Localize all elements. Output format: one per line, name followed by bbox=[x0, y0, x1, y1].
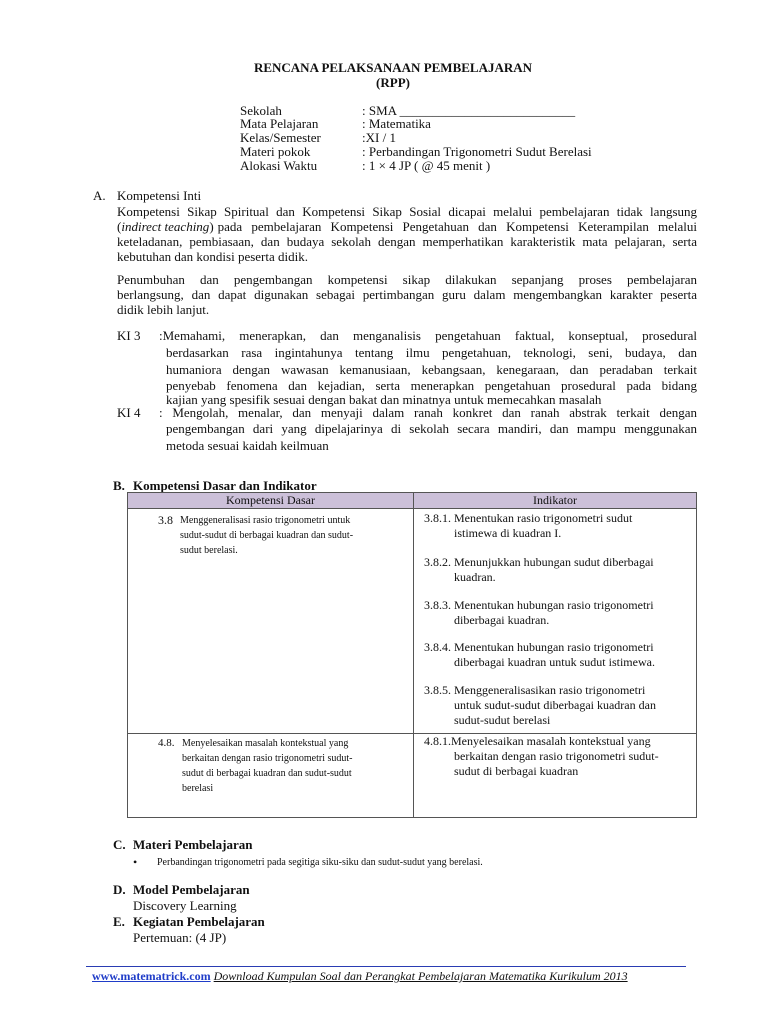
kd-cell bbox=[128, 509, 414, 734]
kd-text-line: berkaitan dengan rasio trigonometri sudut- bbox=[182, 753, 353, 764]
kd-text-line: Menggeneralisasi rasio trigonometri untuk bbox=[180, 515, 351, 526]
info-label-materi: Materi pokok bbox=[240, 144, 311, 159]
info-value-mapel: : Matematika bbox=[362, 116, 431, 131]
kd-text-line: sudut-sudut di berbagai kuadran dan sudut- bbox=[180, 530, 354, 541]
section-a-letter: A. bbox=[93, 188, 106, 203]
section-b-heading: Kompetensi Dasar dan Indikator bbox=[133, 478, 317, 493]
info-label-alokasi: Alokasi Waktu bbox=[240, 158, 318, 173]
section-a-para2-line1: Penumbuhan dan pengembangan kompetensi sikap dilakukan sepanjang proses pembelajaran bbox=[117, 272, 697, 287]
footer-link[interactable]: www.matematrick.com bbox=[92, 969, 211, 983]
ki4-line1: : Mengolah, menalar, dan menyaji dalam ranah konkret dan ranah abstrak terkait dengan bbox=[159, 405, 697, 420]
info-label-sekolah: Sekolah bbox=[240, 103, 282, 118]
indikator-cell bbox=[414, 509, 697, 734]
section-b-letter: B. bbox=[113, 478, 125, 493]
section-a-heading: Kompetensi Inti bbox=[117, 188, 202, 203]
info-value-alokasi: : 1 × 4 JP ( @ 45 menit ) bbox=[362, 158, 491, 173]
indikator-item bbox=[424, 734, 659, 779]
info-label-kelas: Kelas/Semester bbox=[240, 130, 321, 145]
footer-divider bbox=[86, 966, 686, 967]
ki3-line3: humaniora dengan wawasan kemanusiaan, kebangsaan, kenegaraan, dan peradaban terkait bbox=[166, 362, 697, 377]
section-a-para1-line2 bbox=[117, 219, 697, 234]
kd-text-line: sudut berelasi. bbox=[180, 545, 238, 556]
ki4-line2: pengembangan dari yang dipelajarinya di sekolah secara mandiri, dan mampu menggunakan bbox=[166, 421, 697, 436]
section-a-para2-line3: didik lebih lanjut. bbox=[117, 302, 210, 317]
section-a-para1-line2-text: pada pembelajaran Kompetensi Pengetahuan dan Kompetensi Keterampilan melalui bbox=[217, 219, 697, 234]
ki4-line3: metoda sesuai kaidah keilmuan bbox=[166, 438, 329, 453]
indikator-line: 3.8.2. Menunjukkan hubungan sudut diberbagai bbox=[424, 555, 654, 569]
kd-number: 3.8 bbox=[158, 513, 173, 527]
section-a-para1-line4: kebutuhan dan kondisi peserta didik. bbox=[117, 249, 308, 264]
table-row bbox=[128, 734, 697, 818]
bullet-icon: • bbox=[133, 855, 138, 869]
section-a-para1-line3: keteladanan, pembiasaan, dan budaya sekolah dengan memperhatikan karakteristik mata pelajaran, serta bbox=[117, 234, 697, 249]
kegiatan-text: Pertemuan: (4 JP) bbox=[133, 930, 227, 945]
ki3-label: KI 3 bbox=[117, 328, 141, 343]
indikator-line: diberbagai kuadran. bbox=[454, 613, 550, 627]
indikator-item bbox=[424, 555, 654, 585]
model-text: Discovery Learning bbox=[133, 898, 237, 913]
kd-cell bbox=[128, 734, 414, 818]
indikator-line: 3.8.1. Menentukan rasio trigonometri sudut bbox=[424, 511, 633, 525]
indikator-line: untuk sudut-sudut diberbagai kuadran dan bbox=[454, 698, 656, 712]
kd-indikator-table bbox=[127, 492, 697, 818]
materi-item: Perbandingan trigonometri pada segitiga siku-siku dan sudut-sudut yang berelasi. bbox=[157, 857, 483, 868]
indikator-line: 4.8.1.Menyelesaikan masalah kontekstual yang bbox=[424, 734, 651, 748]
indikator-line: sudut di berbagai kuadran bbox=[454, 764, 579, 778]
ki3-line2: berdasarkan rasa ingintahunya tentang ilmu pengetahuan, teknologi, seni, budaya, dan bbox=[166, 345, 697, 360]
indikator-line: diberbagai kuadran untuk sudut istimewa. bbox=[454, 655, 655, 669]
document-title: RENCANA PELAKSANAAN PEMBELAJARAN bbox=[253, 60, 533, 75]
indikator-line: berkaitan dengan rasio trigonometri sudut- bbox=[454, 749, 659, 763]
indikator-line: 3.8.3. Menentukan hubungan rasio trigonometri bbox=[424, 598, 654, 612]
indikator-line: 3.8.4. Menentukan hubungan rasio trigonometri bbox=[424, 640, 654, 654]
section-a-para1-line1: Kompetensi Sikap Spiritual dan Kompetensi Sikap Sosial dicapai melalui pembelajaran tidak langsung bbox=[117, 204, 697, 219]
indikator-item bbox=[424, 640, 655, 670]
footer bbox=[92, 969, 628, 984]
section-c-letter: C. bbox=[113, 837, 126, 852]
section-c-heading: Materi Pembelajaran bbox=[133, 837, 253, 852]
section-e-letter: E. bbox=[113, 914, 125, 929]
indikator-item bbox=[424, 683, 656, 728]
italic-term: (indirect teaching) bbox=[117, 219, 214, 234]
kd-text-line: sudut di berbagai kuadran dan sudut-sudut bbox=[182, 768, 352, 779]
ki3-line1: :Memahami, menerapkan, dan menganalisis pengetahuan faktual, konseptual, prosedural bbox=[159, 328, 697, 343]
ki4-label: KI 4 bbox=[117, 405, 141, 420]
info-value-materi: : Perbandingan Trigonometri Sudut Berelasi bbox=[362, 144, 592, 159]
ki3-line4: penyebab fenomena dan kejadian, serta menerapkan pengetahuan prosedural pada bidang bbox=[166, 378, 697, 393]
info-value-kelas: :XI / 1 bbox=[362, 130, 396, 145]
column-header-indikator: Indikator bbox=[414, 493, 697, 509]
indikator-line: kuadran. bbox=[454, 570, 496, 584]
document-subtitle: (RPP) bbox=[376, 75, 410, 90]
indikator-item bbox=[424, 511, 632, 541]
section-d-heading: Model Pembelajaran bbox=[133, 882, 250, 897]
indikator-item bbox=[424, 598, 654, 628]
table-row bbox=[128, 509, 697, 734]
footer-text: Download Kumpulan Soal dan Perangkat Pembelajaran Matematika Kurikulum 2013 bbox=[213, 969, 628, 983]
info-label-mapel: Mata Pelajaran bbox=[240, 116, 319, 131]
indikator-cell bbox=[414, 734, 697, 818]
indikator-line: 3.8.5. Menggeneralisasikan rasio trigonometri bbox=[424, 683, 646, 697]
section-d-letter: D. bbox=[113, 882, 126, 897]
ki3-line5: kajian yang spesifik sesuai dengan bakat dan minatnya untuk memecahkan masalah bbox=[166, 392, 602, 407]
section-e-heading: Kegiatan Pembelajaran bbox=[133, 914, 265, 929]
column-header-kompetensi-dasar: Kompetensi Dasar bbox=[128, 493, 414, 509]
kd-number: 4.8. bbox=[158, 737, 175, 749]
indikator-line: istimewa di kuadran I. bbox=[454, 526, 562, 540]
info-value-sekolah: : SMA ___________________________ bbox=[362, 103, 576, 118]
kd-text-line: Menyelesaikan masalah kontekstual yang bbox=[182, 738, 349, 749]
kd-text-line: berelasi bbox=[182, 783, 214, 794]
indikator-line: sudut-sudut berelasi bbox=[454, 713, 551, 727]
section-a-para2-line2: berlangsung, dan dapat digunakan sebagai pertimbangan guru dalam mengembangkan karakter peserta bbox=[117, 287, 697, 302]
